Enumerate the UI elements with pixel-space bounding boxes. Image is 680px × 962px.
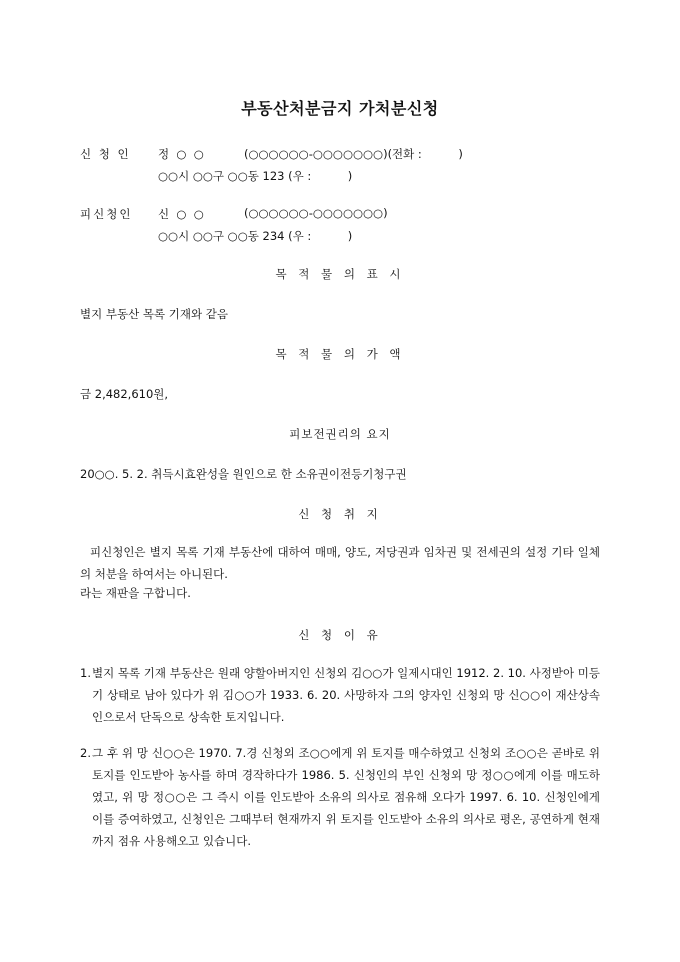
reason-text: 그 후 위 망 신○○은 1970. 7.경 신청외 조○○에게 위 토지를 매수하였고 신청외 조○○은 곧바로 위 토지를 인도받아 농사를 하며 경작하다가 1986. 5. 신청인의 부인 신청외 망 정○○에게 이를 매도하였고, 위 망 정○○은 그 즉시 이를 인도받아 소유의 의사로 점유해 오다가 1997. 6. 10. 신청인에게 이를 증여하였고, 신청인은 그때부터 현재까지 위 토지를 인도받아 소유의 의사로 평온, 공연하게 현재까지 점유 사용해오고 있습니다. — [92, 746, 600, 848]
reason-item — [80, 742, 600, 852]
reason-text: 별지 목록 기재 부동산은 원래 양할아버지인 신청외 김○○가 일제시대인 1912. 2. 10. 사정받아 미등기 상태로 남아 있다가 위 김○○가 1933. 6. 20. 사망하자 그의 양자인 신청외 망 신○○이 재산상속인으로서 단독으로 상속한 토지입니다. — [92, 666, 600, 724]
respondent-id: (○○○○○○-○○○○○○○) — [244, 206, 388, 220]
reason-item — [80, 662, 600, 728]
reason-heading: 신 청 이 유 — [298, 628, 382, 642]
applicant-name: 정 ○ ○ — [158, 147, 204, 161]
purpose-tail: 라는 재판을 구합니다. — [80, 586, 191, 600]
object-display-heading: 목 적 물 의 표 시 — [275, 267, 405, 281]
applicant-address: ○○시 ○○구 ○○동 123 (우 : ) — [158, 169, 353, 183]
respondent-label: 피신청인 — [80, 207, 133, 221]
purpose-text: 피신청인은 별지 목록 기재 부동산에 대하여 매매, 양도, 저당권과 임차권 및 전세권의 설정 기타 일체의 처분을 하여서는 아니된다. — [80, 545, 601, 581]
right-text: 20○○. 5. 2. 취득시효완성을 원인으로 한 소유권이전등기청구권 — [80, 467, 407, 481]
purpose-heading: 신 청 취 지 — [298, 507, 382, 521]
document-title: 부동산처분금지 가처분신청 — [241, 99, 439, 118]
respondent-address: ○○시 ○○구 ○○동 234 (우 : ) — [158, 229, 353, 243]
right-heading: 피보전권리의 요지 — [289, 427, 391, 441]
respondent-name: 신 ○ ○ — [158, 207, 204, 221]
applicant-id-phone: (○○○○○○-○○○○○○○)(전화 : ) — [244, 147, 463, 161]
object-value-heading: 목 적 물 의 가 액 — [275, 347, 405, 361]
applicant-label: 신 청 인 — [80, 147, 131, 161]
reason-number: 2. — [80, 746, 91, 760]
object-value-text: 금 2,482,610원, — [80, 387, 169, 401]
object-display-text: 별지 부동산 목록 기재와 같음 — [80, 307, 228, 321]
reason-number: 1. — [80, 666, 91, 680]
